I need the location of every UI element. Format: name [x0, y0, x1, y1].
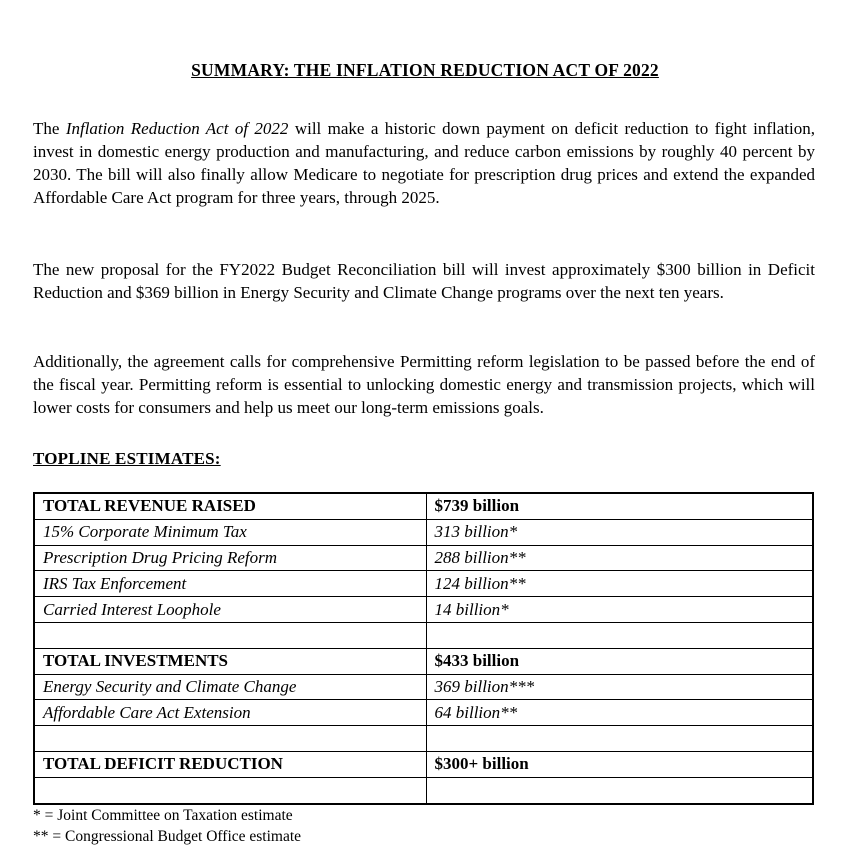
row-label-cell: TOTAL DEFICIT REDUCTION — [34, 751, 426, 777]
row-label-cell: 15% Corporate Minimum Tax — [34, 519, 426, 545]
row-value-cell: 124 billion** — [426, 571, 813, 597]
row-label-cell — [34, 777, 426, 803]
row-value-cell: 64 billion** — [426, 700, 813, 726]
footnote-jct: * = Joint Committee on Taxation estimate — [33, 807, 293, 824]
table-row — [34, 648, 813, 674]
row-label-cell: IRS Tax Enforcement — [34, 571, 426, 597]
paragraph-permitting: Additionally, the agreement calls for comprehensive Permitting reform legislation to be passed before the end of the fiscal year. Permitting reform is essential to unlocking domestic energy and transmission projects, which will lower costs for consumers and help us meet our long-term emissions goals. — [33, 352, 815, 417]
footnote-cbo: ** = Congressional Budget Office estimate — [33, 828, 302, 845]
table-row — [34, 674, 813, 700]
table-row — [34, 777, 813, 803]
row-value-cell: $739 billion — [426, 493, 813, 519]
row-value-cell: 288 billion** — [426, 545, 813, 571]
table-row — [34, 700, 813, 726]
footnotes — [33, 805, 815, 847]
row-value-cell — [426, 726, 813, 752]
row-label-cell: TOTAL REVENUE RAISED — [34, 493, 426, 519]
row-value-cell: 14 billion* — [426, 597, 813, 623]
row-value-cell: $300+ billion — [426, 751, 813, 777]
row-value-cell: $433 billion — [426, 648, 813, 674]
row-label-cell — [34, 622, 426, 648]
table-row — [34, 519, 813, 545]
row-label-cell — [34, 726, 426, 752]
row-value-cell: 313 billion* — [426, 519, 813, 545]
row-value-cell: 369 billion*** — [426, 674, 813, 700]
topline-estimates-heading: TOPLINE ESTIMATES: — [33, 449, 221, 468]
table-row — [34, 545, 813, 571]
row-value-cell — [426, 622, 813, 648]
table-row — [34, 493, 813, 519]
paragraph-intro — [33, 117, 815, 209]
paragraph-intro-rest: will make a historic down payment on deficit reduction to fight inflation, invest in domestic energy production and manufacturing, and reduce carbon emissions by roughly 40 percent by 2030. The bill will also finally allow Medicare to negotiate for prescription drug prices and extend the expanded Affordable Care Act program for three years, through 2025. — [33, 119, 816, 207]
paragraph-proposal: The new proposal for the FY2022 Budget Reconciliation bill will invest approximately $300 billion in Deficit Reduction and $369 billion in Energy Security and Climate Change programs over the next ten years. — [33, 260, 815, 302]
row-label-cell: Energy Security and Climate Change — [34, 674, 426, 700]
row-label-cell: Carried Interest Loophole — [34, 597, 426, 623]
row-label-cell: TOTAL INVESTMENTS — [34, 648, 426, 674]
estimates-table — [33, 492, 814, 805]
row-value-cell — [426, 777, 813, 803]
table-row — [34, 751, 813, 777]
page-title: SUMMARY: THE INFLATION REDUCTION ACT OF 2022 — [191, 60, 659, 80]
table-row — [34, 622, 813, 648]
table-row — [34, 726, 813, 752]
table-row — [34, 597, 813, 623]
row-label-cell: Prescription Drug Pricing Reform — [34, 545, 426, 571]
row-label-cell: Affordable Care Act Extension — [34, 700, 426, 726]
act-name-italic: Inflation Reduction Act of 2022 — [65, 119, 289, 138]
paragraph-intro-prefix: The — [33, 119, 66, 138]
table-row — [34, 571, 813, 597]
